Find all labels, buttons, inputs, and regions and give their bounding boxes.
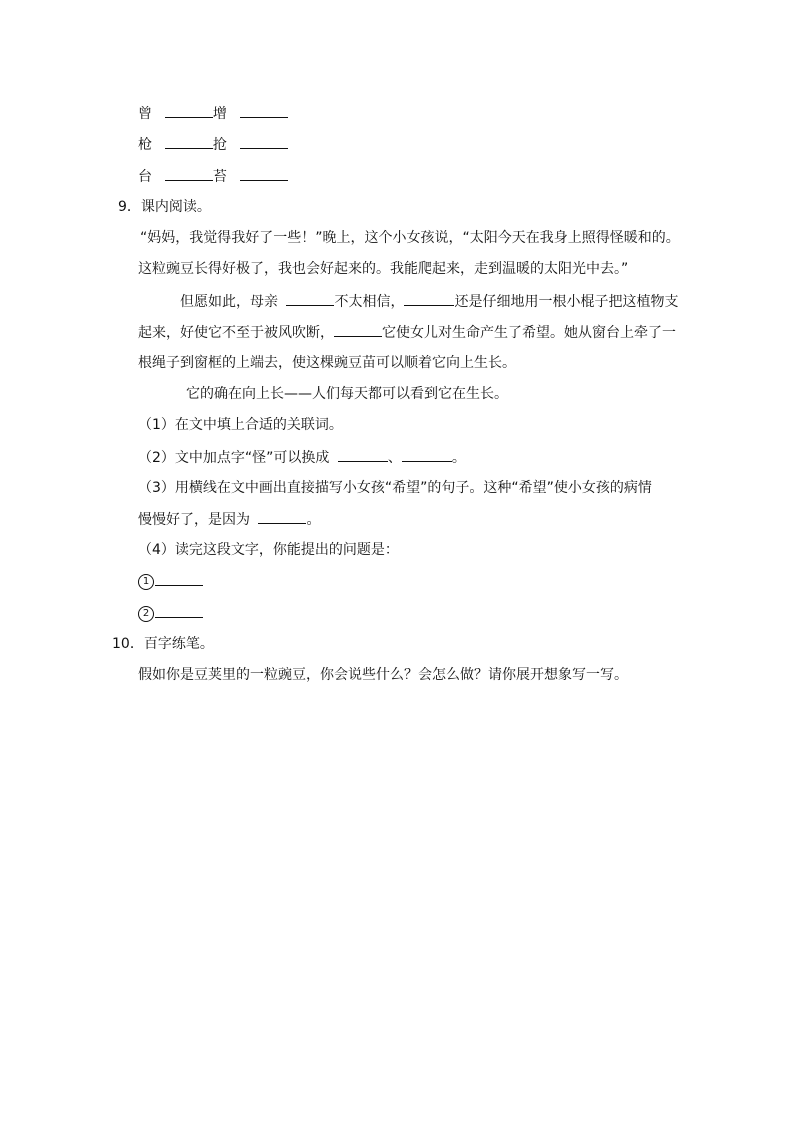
answer-blank[interactable] [240, 103, 288, 118]
answer-blank[interactable] [338, 447, 388, 462]
char: 抢 [212, 137, 227, 153]
answer-blank[interactable] [334, 322, 382, 337]
sub-question-3: （3）用横线在文中画出直接描写小女孩“希望”的句子。这种“希望”使小女孩的病情 [138, 480, 652, 496]
sub-question-1: （1）在文中填上合适的关联词。 [138, 417, 343, 433]
answer-blank[interactable] [404, 291, 454, 306]
passage-line: 起来，好使它不至于被风吹断， 它使女儿对生命产生了希望。她从窗台上牵了一 [138, 322, 676, 342]
question-title: 百字练笔。 [143, 636, 214, 652]
passage-line: 但愿如此，母亲 不太相信， 还是仔细地用一根小棍子把这植物支 [180, 291, 678, 311]
char-pair-row [138, 103, 288, 123]
answer-blank[interactable] [286, 291, 334, 306]
passage-line: 根绳子到窗框的上端去，使这棵豌豆苗可以顺着它向上生长。 [138, 355, 516, 371]
question-number: 9． [118, 199, 141, 215]
writing-prompt: 假如你是豆荚里的一粒豌豆，你会说些什么？会怎么做？请你展开想象写一写。 [138, 667, 628, 683]
char-pair-row [138, 134, 288, 154]
answer-blank[interactable] [165, 103, 213, 118]
char: 曾 [138, 106, 152, 122]
answer-blank[interactable] [155, 603, 203, 618]
char: 苔 [212, 169, 227, 185]
question-9-heading [118, 197, 211, 217]
question-title: 课内阅读。 [140, 199, 211, 215]
answer-blank[interactable] [155, 571, 203, 586]
char: 枪 [138, 137, 152, 153]
sub-question-4: （4）读完这段文字，你能提出的问题是： [138, 542, 399, 558]
question-number: 10． [112, 636, 144, 652]
char: 台 [138, 169, 152, 185]
answer-line-1 [138, 571, 203, 591]
answer-blank[interactable] [240, 134, 288, 149]
question-10-heading [112, 634, 214, 654]
circled-number: 1 [138, 574, 154, 590]
answer-blank[interactable] [165, 134, 213, 149]
answer-blank[interactable] [258, 509, 306, 524]
sub-question-3-cont: 慢慢好了，是因为 。 [138, 509, 320, 529]
passage-line: “妈妈，我觉得我好了一些！”晚上，这个小女孩说，“太阳今天在我身上照得怪暖和的。 [140, 230, 680, 246]
answer-blank[interactable] [402, 447, 452, 462]
passage-line: 这粒豌豆长得好极了，我也会好起来的。我能爬起来，走到温暖的太阳光中去。” [138, 261, 629, 277]
answer-blank[interactable] [240, 166, 288, 181]
answer-blank[interactable] [165, 166, 213, 181]
passage-line: 它的确在向上长——人们每天都可以看到它在生长。 [186, 386, 508, 402]
sub-question-2: （2）文中加点字“怪”可以换成 、 。 [138, 447, 466, 467]
circled-number: 2 [138, 606, 154, 622]
char-pair-row [138, 166, 288, 186]
char: 增 [212, 106, 227, 122]
answer-line-2 [138, 603, 203, 623]
